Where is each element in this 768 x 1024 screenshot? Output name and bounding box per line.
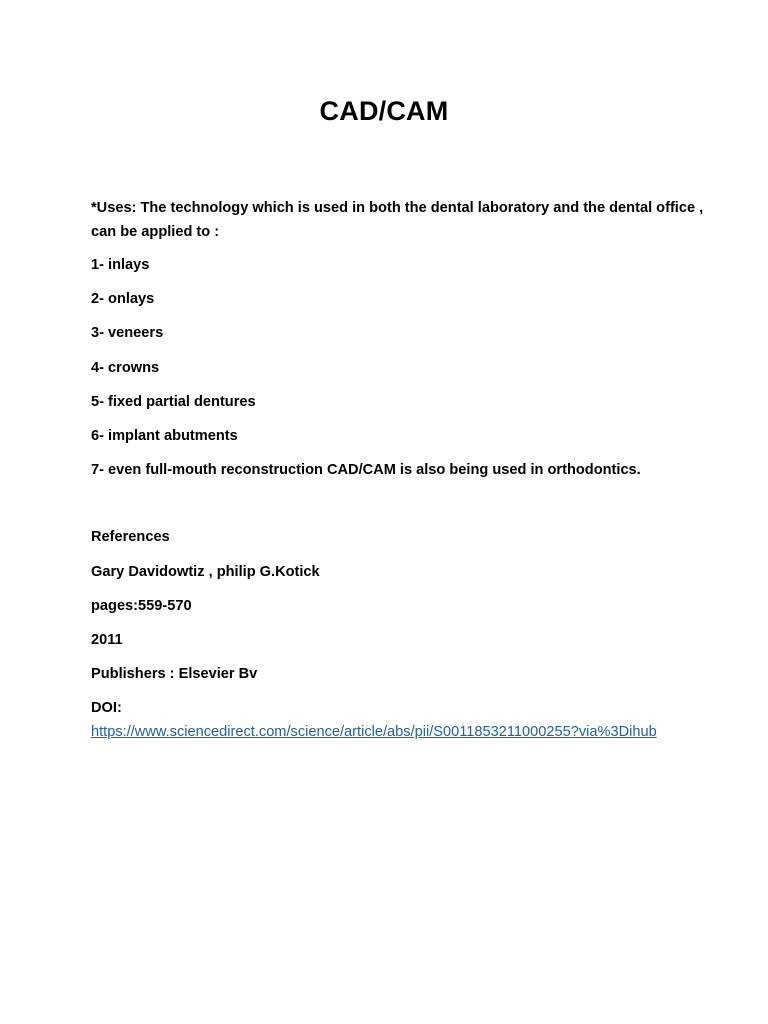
- list-item-veneers: 3- veneers: [91, 325, 164, 342]
- uses-paragraph: *Uses: The technology which is used in both the dental laboratory and the dental office , can be applied to :: [91, 200, 704, 240]
- list-item-crowns: 4- crowns: [91, 359, 160, 376]
- document-body: [91, 196, 711, 744]
- list-item-fixed-partial-dentures: 5- fixed partial dentures: [91, 393, 256, 410]
- doi-link[interactable]: https://www.sciencedirect.com/science/article/abs/pii/S0011853211000255?via%3Dihub: [91, 724, 657, 741]
- doi-label: DOI:: [91, 700, 122, 717]
- reference-year: 2011: [91, 631, 123, 648]
- list-item-full-mouth-reconstruction: 7- even full-mouth reconstruction CAD/CAM is also being used in orthodontics.: [91, 462, 641, 479]
- reference-publishers: Publishers : Elsevier Bv: [91, 666, 258, 683]
- page-title: CAD/CAM: [319, 96, 449, 126]
- references-heading: References: [91, 529, 170, 546]
- list-item-onlays: 2- onlays: [91, 291, 155, 308]
- reference-authors: Gary Davidowtiz , philip G.Kotick: [91, 563, 320, 580]
- section-spacer: [91, 492, 711, 525]
- list-item-inlays: 1- inlays: [91, 257, 150, 273]
- list-item-implant-abutments: 6- implant abutments: [91, 427, 238, 444]
- reference-pages: pages:559-570: [91, 597, 192, 614]
